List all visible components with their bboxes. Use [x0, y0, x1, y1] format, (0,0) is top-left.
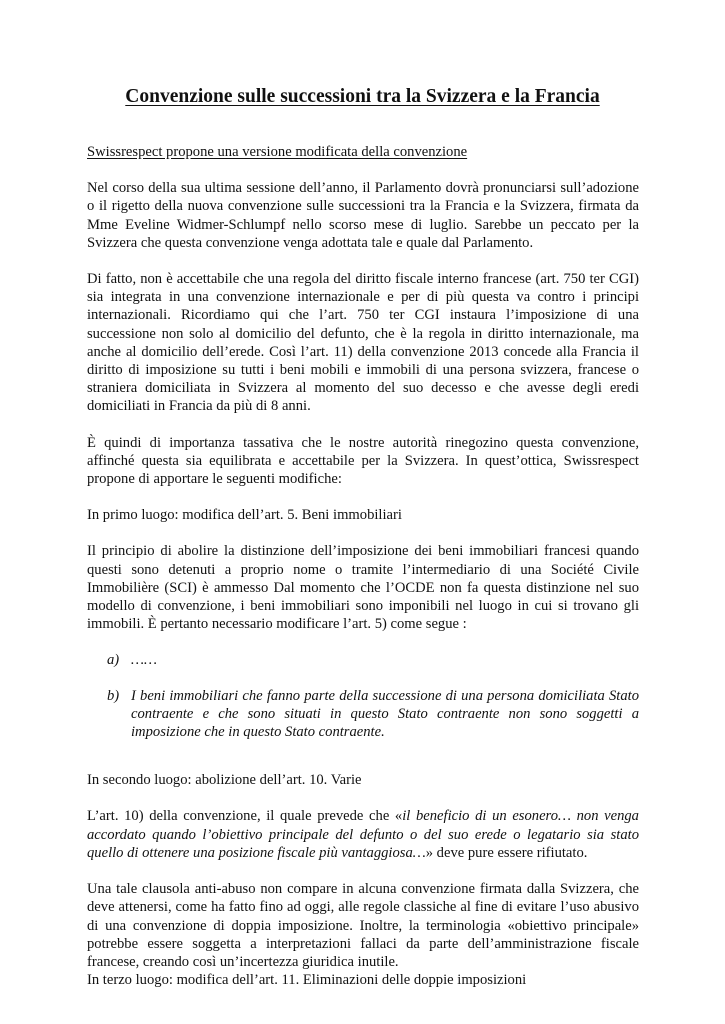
heading-art11: In terzo luogo: modifica dell’art. 11. Eliminazioni delle doppie imposizioni [87, 972, 527, 989]
paragraph-intro: Nel corso della sua ultima sessione dell’anno, il Parlamento dovrà pronunciarsi sull’adozione o il rigetto della nuova convenzione sulle successioni tra la Francia e la Svizzera, firmata da Mme Eveline Widmer-Schlumpf nello scorso mese di luglio. Sarebbe un peccato per la Svizzera che questa convenzione venga adottata tale e quale dal Parlamento. [87, 180, 639, 251]
paragraph-anti-abuse: Una tale clausola anti-abuso non compare in alcuna convenzione firmata dalla Svizzera, che deve attenersi, come ha fatto fino ad oggi, alle regole classiche al fine di evitare l’uso abusivo di una convenzione di doppia imposizione. Inoltre, la terminologia «obiettivo principale» potrebbe essere soggetta a interpretazioni fallaci da parte dell’amministrazione fiscale francese, creando così un’incertezza giuridica inutile. [87, 881, 639, 970]
list-item-a [87, 651, 639, 669]
amendment-list [87, 651, 639, 741]
subtitle: Swissrespect propone una versione modificata della convenzione [87, 144, 468, 160]
paragraph-art5: Il principio di abolire la distinzione dell’imposizione dei beni immobiliari francesi quando questi sono detenuti a proprio nome o tramite l’intermediario di una Société Civile Immobilière (SCI) è ammesso Dal momento che l’OCDE non fa questa distinzione nel suo modello di convenzione, i beni immobiliari sono imponibili nel luogo in cui si trovano gli immobili. È pertanto necessario modificare l’art. 5) come segue : [87, 543, 639, 633]
list-item-b [87, 687, 639, 742]
paragraph-art10 [87, 807, 639, 862]
list-label: a) [107, 652, 120, 669]
art10-text-pre: L’art. 10) della convenzione, il quale prevede che « [87, 808, 403, 825]
list-text: …… [131, 652, 157, 669]
document-body [87, 143, 639, 989]
list-text: I beni immobiliari che fanno parte della successione di una persona domiciliata Stato contraente e che sono situati in questo Stato contraente non sono soggetti a imposizione che in questo Stato contraente. [131, 687, 639, 741]
heading-art5: In primo luogo: modifica dell’art. 5. Beni immobiliari [87, 507, 402, 524]
heading-art10: In secondo luogo: abolizione dell’art. 10. Varie [87, 772, 362, 789]
art10-text-post: » deve pure essere rifiutato. [425, 844, 588, 861]
document-title: Convenzione sulle successioni tra la Svizzera e la Francia [125, 86, 600, 107]
paragraph-proposal: È quindi di importanza tassativa che le nostre autorità rinegozino questa convenzione, affinché questa sia equilibrata e accettabile per la Svizzera. In quest’ottica, Swissrespect propone di apportare le seguenti modifiche: [87, 434, 639, 488]
paragraph-art750: Di fatto, non è accettabile che una regola del diritto fiscale interno francese (art. 750 ter CGI) sia integrata in una convenzione internazionale e per di più questa va contro i principi internazionali. Ricordiamo qui che l’art. 750 ter CGI instaura l’imposizione di una successione non solo al domicilio del defunto, che è la regola in diritto internazionale, ma anche al domicilio dell’erede. Così l’art. 11) della convenzione 2013 concede alla Francia il diritto di imposizione su tutti i beni mobili e immobili di una persona svizzera, francese o straniera domiciliata in Svizzera al momento del suo decesso e che avesse degli eredi domiciliati in Francia da più di 8 anni. [87, 271, 639, 415]
list-label: b) [107, 687, 120, 704]
art10-quote: il beneficio di un esonero… non venga accordato quando l’obiettivo principale del defunto o del suo erede o legatario sia stato quello di ottenere una posizione fiscale più vantaggiosa… [87, 808, 639, 861]
